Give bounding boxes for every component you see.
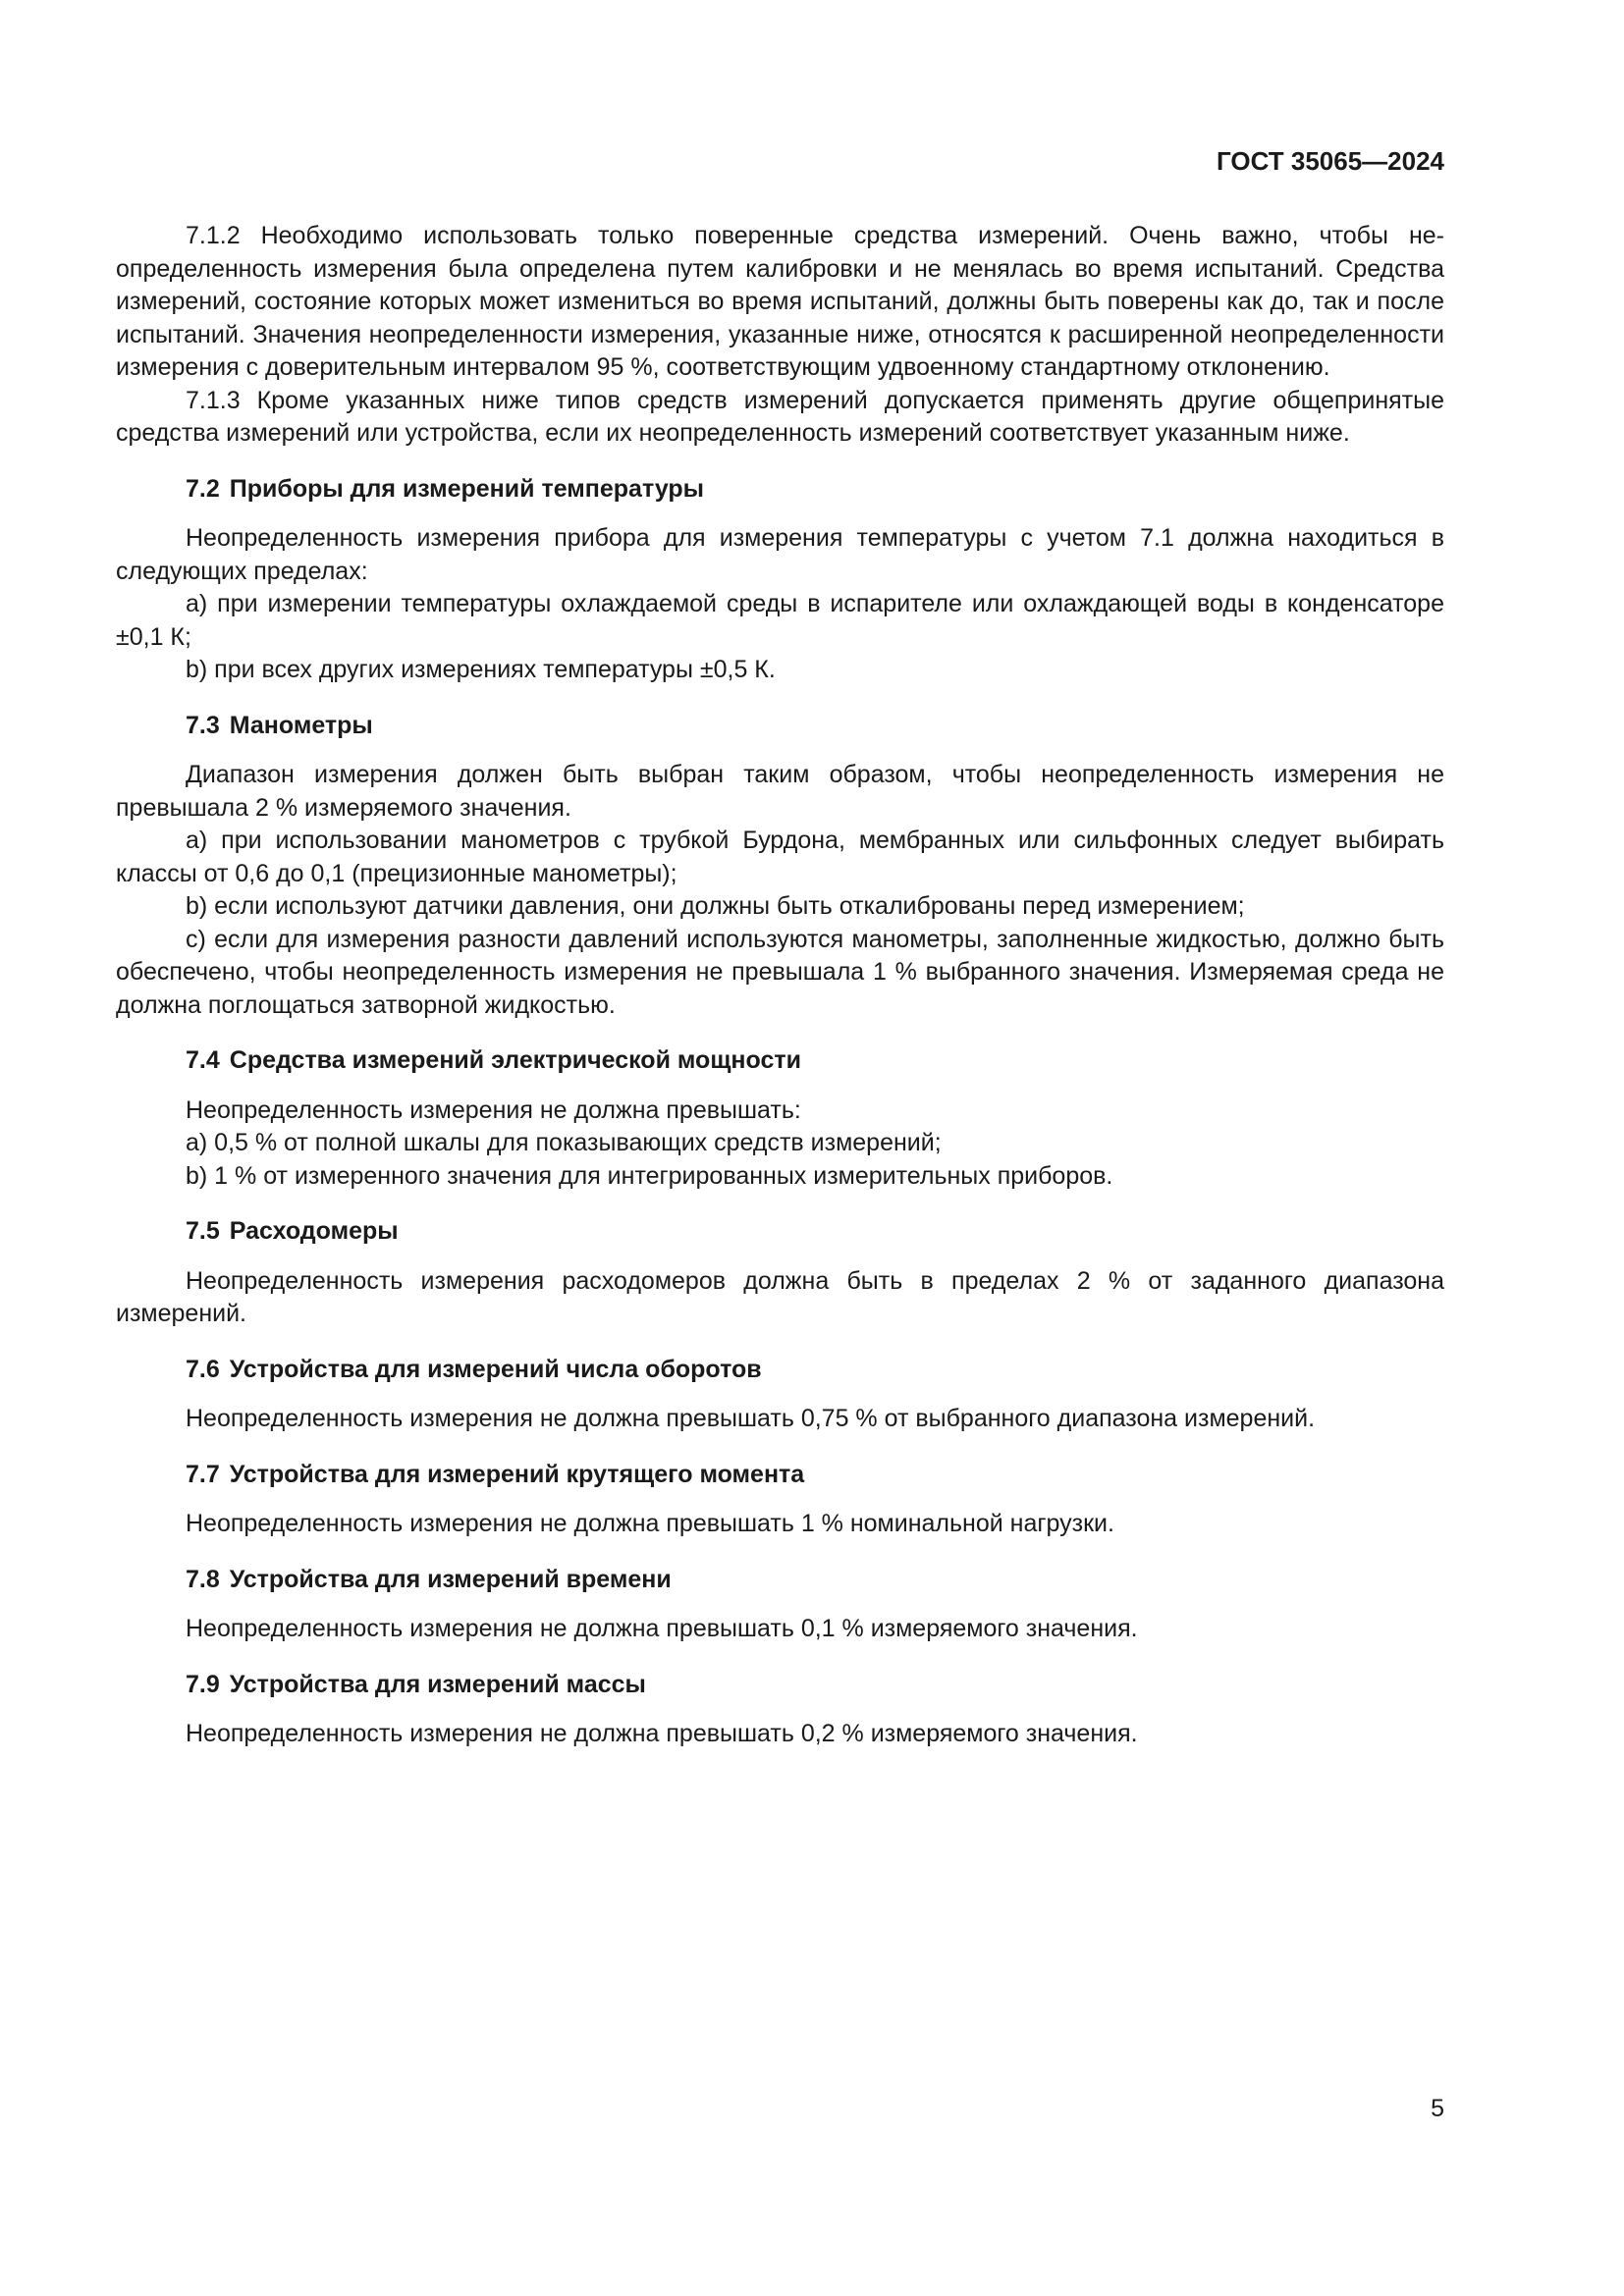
section-title: Устройства для измерений массы	[229, 1670, 646, 1698]
section-title: Средства измерений электрической мощности	[229, 1046, 801, 1074]
section-heading-7-8	[116, 1564, 1444, 1597]
page-body	[116, 220, 1444, 1751]
section-number: 7.4	[186, 1046, 220, 1074]
document-id: ГОСТ 35065—2024	[1217, 146, 1444, 176]
section-7-2-item-a: а) при измерении температуры охлаждаемой среды в испарителе или охлаждающей воды в конденсаторе ±0,1 К;	[116, 590, 1444, 651]
section-number: 7.7	[186, 1460, 220, 1488]
section-title: Манометры	[229, 711, 373, 739]
section-7-7-text: Неопределенность измерения не должна превышать 1 % номинальной нагрузки.	[186, 1510, 1114, 1537]
section-7-3-item-a: а) при использовании манометров с трубкой Бурдона, мембранных или сильфонных следует выбирать классы от 0,6 до 0,1 (прецизионные манометры);	[116, 827, 1444, 887]
section-number: 7.3	[186, 711, 220, 739]
section-7-6-text: Неопределенность измерения не должна превышать 0,75 % от выбранного диапазона измерений.	[186, 1405, 1316, 1432]
section-7-2-item-b: b) при всех других измерениях температуры ±0,5 К.	[186, 656, 776, 683]
section-7-9-text: Неопределенность измерения не должна превышать 0,2 % измеряемого значения.	[186, 1720, 1138, 1747]
section-7-4-item-b: b) 1 % от измеренного значения для интегрированных измерительных приборов.	[186, 1161, 1113, 1190]
section-heading-7-5	[116, 1215, 1444, 1249]
section-heading-7-6	[116, 1354, 1444, 1387]
section-heading-7-3	[116, 710, 1444, 743]
section-7-5-text: Неопределенность измерения расходомеров должна быть в пределах 2 % от заданного диапазона измерений.	[116, 1266, 1444, 1327]
paragraph-7-1-3: 7.1.3 Кроме указанных ниже типов средств измерений допускается применять другие общепринятые средства измерений или устройства, если их неопределенность измерений соответствует указанным ниже.	[116, 386, 1444, 447]
section-heading-7-4	[116, 1044, 1444, 1078]
section-7-2-intro: Неопределенность измерения прибора для измерения температуры с учетом 7.1 должна находиться в следующих пределах:	[116, 524, 1444, 585]
page-number: 5	[1431, 2095, 1444, 2122]
section-7-4-intro: Неопределенность измерения не должна превышать:	[186, 1095, 801, 1124]
section-7-3-item-b: b) если используют датчики давления, они должны быть откалиброваны перед измерением;	[186, 892, 1245, 920]
section-heading-7-2	[116, 473, 1444, 507]
section-title: Устройства для измерений крутящего момента	[229, 1460, 805, 1488]
section-title: Приборы для измерений температуры	[229, 474, 705, 503]
section-number: 7.9	[186, 1670, 220, 1698]
section-number: 7.6	[186, 1355, 220, 1383]
section-7-3-intro: Диапазон измерения должен быть выбран таким образом, чтобы неопределенность измерения не превышала 2 % измеряемого значения.	[116, 761, 1444, 822]
section-7-8-text: Неопределенность измерения не должна превышать 0,1 % измеряемого значения.	[186, 1615, 1138, 1642]
section-title: Расходомеры	[229, 1217, 399, 1245]
section-7-4-item-a: а) 0,5 % от полной шкалы для показывающих средств измерений;	[186, 1129, 942, 1156]
section-heading-7-7	[116, 1459, 1444, 1492]
section-title: Устройства для измерений времени	[229, 1565, 672, 1593]
section-heading-7-9	[116, 1669, 1444, 1702]
paragraph-7-1-2: 7.1.2 Необходимо использовать только поверенные средства измерений. Очень важно, чтобы неопределенность измерения была определена путем калибровки и не менялась во время испытаний. Средства измерений, состояние которых может измениться во время испытаний, должны быть поверены как до, так и после испытаний. Значения неопределенности измерения, указанные ниже, относятся к расширенной неопределенности измерения с доверительным интервалом 95 %, соответствующим удвоенному стандартному отклонению.	[116, 222, 1444, 381]
section-7-3-item-c: c) если для измерения разности давлений используются манометры, заполненные жидкостью, должно быть обеспечено, чтобы неопределенность измерения не превышала 1 % выбранного значения. Измеряемая среда не должна поглощаться затворной жидкостью.	[116, 925, 1444, 1019]
section-number: 7.8	[186, 1565, 220, 1593]
section-number: 7.2	[186, 474, 220, 503]
section-title: Устройства для измерений числа оборотов	[229, 1355, 762, 1383]
section-number: 7.5	[186, 1217, 220, 1245]
